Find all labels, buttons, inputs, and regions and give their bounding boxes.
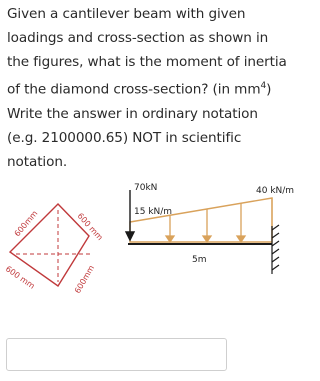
diamond-label-bottom-right: 600mm bbox=[72, 263, 97, 295]
answer-input[interactable] bbox=[6, 338, 227, 371]
distributed-load-arrows bbox=[166, 198, 272, 242]
beam-length-label: 5m bbox=[192, 255, 207, 265]
question-line-1: Given a cantilever beam with given bbox=[7, 6, 246, 22]
cantilever-beam bbox=[126, 183, 294, 274]
question-line-4-suffix: ) bbox=[266, 81, 272, 98]
question-text bbox=[7, 2, 307, 174]
question-line-4-text: of the diamond cross-section? (in mm bbox=[7, 81, 261, 98]
figure-diagram bbox=[0, 170, 312, 320]
unit-superscript: 4 bbox=[260, 81, 267, 91]
point-load-label: 70kN bbox=[134, 183, 158, 193]
question-line-6: (e.g. 2100000.65) NOT in scientific bbox=[7, 129, 242, 146]
question-line-3: the figures, what is the moment of inertia bbox=[7, 54, 287, 70]
distributed-load-area bbox=[130, 198, 272, 242]
question-line-2: loadings and cross-section as shown in bbox=[7, 30, 269, 46]
diamond-label-top-left: 600mm bbox=[12, 208, 40, 239]
question-line-5: Write the answer in ordinary notation bbox=[7, 105, 258, 122]
diamond-label-bottom-left: 600 mm bbox=[3, 264, 37, 291]
fixed-support bbox=[272, 225, 279, 274]
point-load-arrow bbox=[126, 190, 134, 240]
question-line-7: notation. bbox=[7, 153, 68, 170]
distributed-load-end-label: 40 kN/m bbox=[256, 186, 295, 196]
diamond-label-top-right: 600 mm bbox=[75, 211, 105, 243]
distributed-load-start-label: 15 kN/m bbox=[134, 207, 173, 217]
question-line-4 bbox=[7, 74, 307, 102]
diamond-cross-section bbox=[4, 204, 105, 295]
